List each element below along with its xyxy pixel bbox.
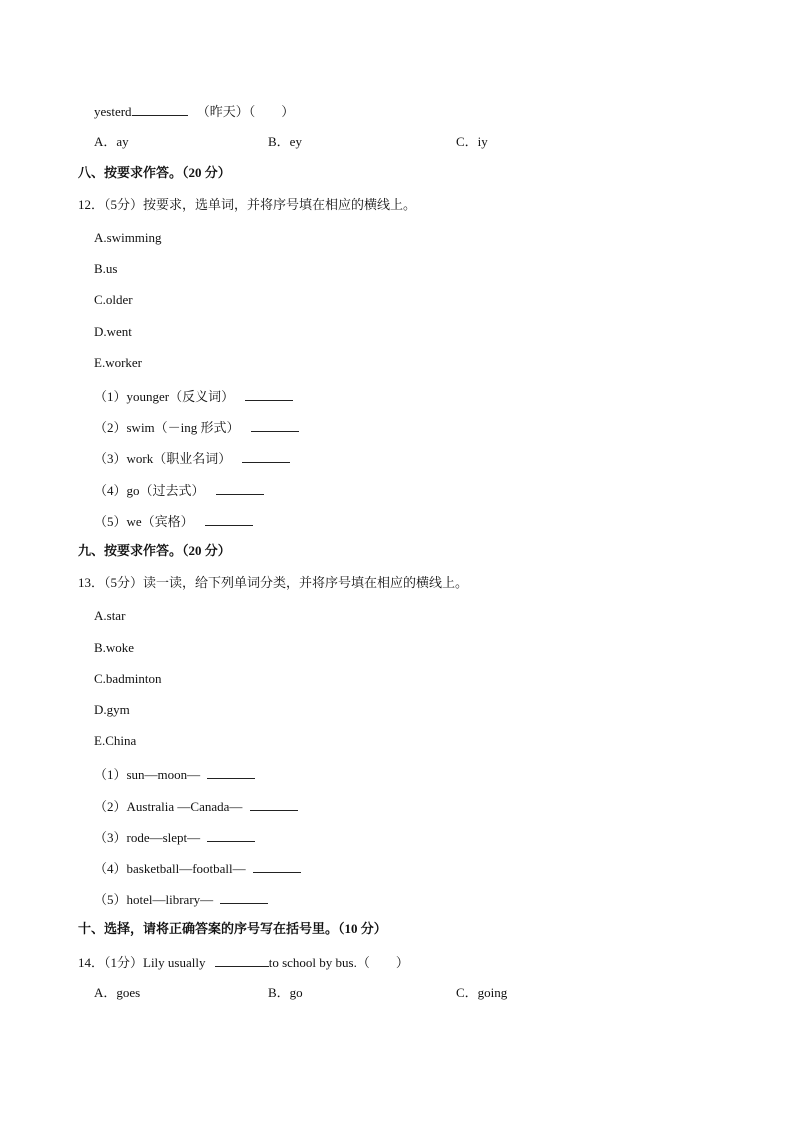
q13-item-5-blank	[220, 891, 268, 904]
q12-item-2-text: （2）swim（－ing 形式）	[94, 420, 240, 435]
q13-item-1-text: （1）sun—moon—	[94, 767, 201, 782]
q12-item-4-blank	[216, 482, 264, 495]
q12-item-5	[94, 513, 253, 530]
q14-answer-blank	[215, 954, 269, 967]
q11-option-b: B．ey	[268, 134, 302, 149]
q14-option-b: B．go	[268, 985, 303, 1000]
q12-choice-d: D.went	[94, 324, 132, 339]
q12-choice-e: E.worker	[94, 355, 143, 370]
q12-item-2-blank	[251, 419, 299, 432]
q12-item-2	[94, 419, 299, 436]
q12-item-5-text: （5）we（宾格）	[94, 514, 194, 529]
q13-item-2-blank	[250, 798, 298, 811]
q14-question-prefix: 14．（1分）Lily usually	[78, 955, 206, 970]
q13-item-5	[94, 891, 268, 908]
q12-item-3	[94, 450, 290, 467]
section10-heading: 十、选择，请将正确答案的序号写在括号里。（10 分）	[78, 921, 387, 936]
q13-item-4-blank	[253, 860, 301, 873]
q12-choice-a: A.swimming	[94, 230, 162, 245]
q13-item-1	[94, 766, 255, 783]
q13-item-4	[94, 860, 301, 877]
q13-choice-d: D.gym	[94, 702, 130, 717]
q11-stem-hint: （昨天）（ ）	[196, 104, 295, 119]
q12-item-4	[94, 482, 264, 499]
q13-question: 13．（5分）读一读，给下列单词分类，并将序号填在相应的横线上。	[78, 575, 469, 590]
q11-option-a: A．ay	[94, 134, 129, 149]
q13-item-4-text: （4）basketball—football—	[94, 861, 246, 876]
q13-item-2-text: （2）Australia —Canada—	[94, 799, 243, 814]
q12-choice-b: B.us	[94, 261, 118, 276]
q14-question-suffix: to school by bus.（ ）	[268, 955, 409, 970]
q13-item-3	[94, 829, 255, 846]
q11-stem	[94, 103, 294, 120]
q12-item-3-blank	[242, 450, 290, 463]
q13-item-1-blank	[207, 766, 255, 779]
q12-item-3-text: （3）work（职业名词）	[94, 451, 232, 466]
q14-option-c: C．going	[456, 985, 508, 1000]
q13-choice-c: C.badminton	[94, 671, 162, 686]
q13-choice-b: B.woke	[94, 640, 135, 655]
q13-choice-e: E.China	[94, 733, 137, 748]
q14-option-a: A．goes	[94, 985, 141, 1000]
q12-item-4-text: （4）go（过去式）	[94, 483, 205, 498]
q12-question: 12．（5分）按要求，选单词，并将序号填在相应的横线上。	[78, 197, 417, 212]
q12-item-1-blank	[245, 388, 293, 401]
q13-item-2	[94, 798, 298, 815]
q12-item-5-blank	[205, 513, 253, 526]
q13-item-5-text: （5）hotel—library—	[94, 892, 214, 907]
q12-choice-c: C.older	[94, 292, 133, 307]
q11-option-c: C．iy	[456, 134, 488, 149]
q12-item-1	[94, 388, 293, 405]
q12-item-1-text: （1）younger（反义词）	[94, 389, 235, 404]
q13-choice-a: A.star	[94, 608, 126, 623]
section9-heading: 九、按要求作答。（20 分）	[78, 543, 231, 558]
q13-item-3-blank	[207, 829, 255, 842]
q13-item-3-text: （3）rode—slept—	[94, 830, 201, 845]
q11-stem-prefix: yesterd	[94, 104, 132, 119]
section8-heading: 八、按要求作答。（20 分）	[78, 165, 231, 180]
q11-answer-blank	[132, 103, 188, 116]
q14-question	[78, 954, 409, 971]
